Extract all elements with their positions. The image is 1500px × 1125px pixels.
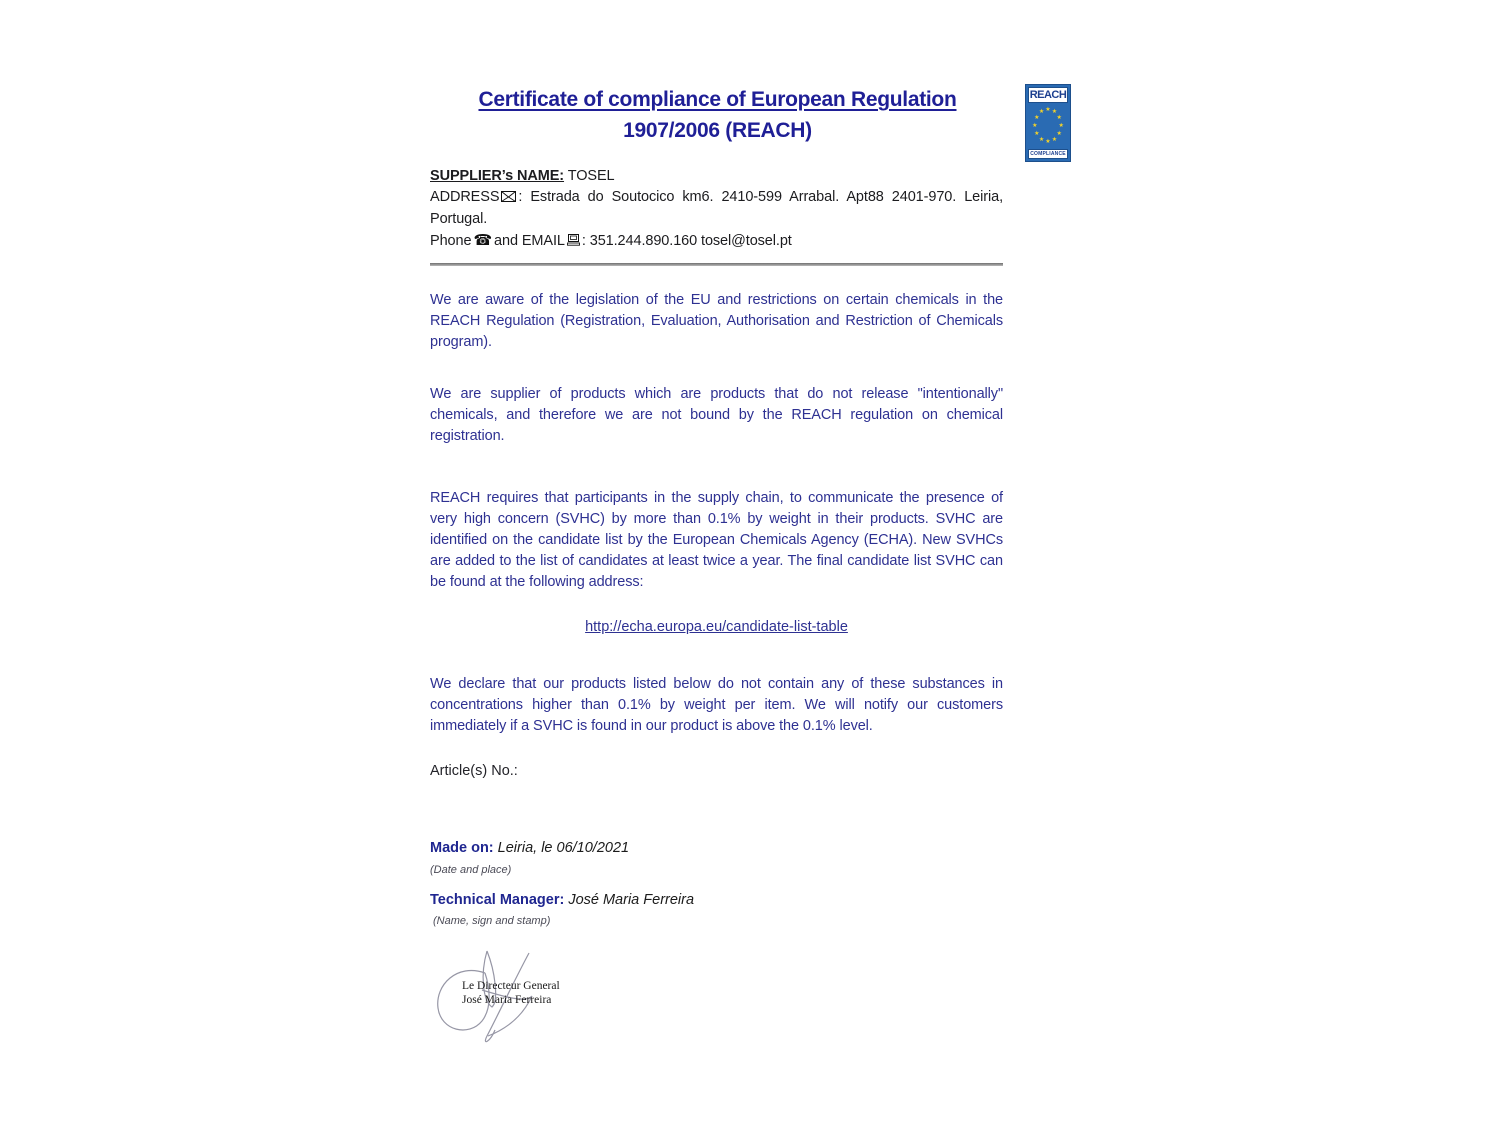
eu-stars-icon [1028,103,1068,149]
eu-star: ★ [1056,114,1062,121]
signature-line2: José Maria Ferreira [462,994,552,1006]
eu-star: ★ [1032,123,1038,129]
eu-star: ★ [1058,123,1064,129]
made-on-value: Leiria, le 06/10/2021 [493,840,630,856]
computer-icon [567,232,580,253]
eu-star: ★ [1051,136,1058,143]
signature-scribble-icon [423,933,603,1083]
articles-no-label: Article(s) No.: [430,763,518,779]
envelope-icon [501,188,516,209]
eu-star: ★ [1038,109,1045,116]
paragraph-declaration: We declare that our products listed below do not contain any of these substances in concentrations higher than 0.1% by weight per item. We will notify our customers immediately if a SVHC is found in our product is above the 0.1% level. [430,676,1003,734]
eu-star: ★ [1038,136,1045,143]
eu-star: ★ [1034,131,1040,138]
signature-area [423,933,603,1083]
reach-logo-label: REACH [1029,89,1067,101]
contact-value: : 351.244.890.160 tosel@tosel.pt [581,233,792,249]
title-line1: Certificate of compliance of European Regulation [478,88,957,111]
made-on-label: Made on: [430,840,494,856]
paragraph-supplier-statement: We are supplier of products which are products that do not release "intentionally" chemicals, and therefore we are not bound by the REACH regulation on chemical registration. [430,386,1003,444]
title-line2: 1907/2006 (REACH) [623,119,812,142]
supplier-block [430,166,1003,253]
eu-star: ★ [1034,114,1040,121]
made-on-line [430,840,629,856]
supplier-address-line [430,187,1003,230]
phone-icon: ☎ [473,231,493,249]
technical-manager-label: Technical Manager: [430,892,565,908]
and-email-label: and EMAIL [494,233,565,249]
signature-line1: Le Directeur General [462,980,560,992]
address-label: ADDRESS [430,189,500,205]
document-title [430,84,1005,146]
eu-star: ★ [1045,139,1051,146]
paragraph-awareness: We are aware of the legislation of the EU and restrictions on certain chemicals in the REACH Regulation (Registration, Evaluation, Authorisation and Restriction of Chemicals program). [430,292,1003,350]
supplier-name-line [430,166,1003,187]
separator-line [430,263,1003,266]
signature-text [462,979,582,1007]
phone-label: Phone [430,233,472,249]
paragraph-reach-requirements: REACH requires that participants in the supply chain, to communicate the presence of very high concern (SVHC) by more than 0.1% by weight in their products. SVHC are identified on the candidate list by the European Chemicals Agency (ECHA). New SVHCs are added to the list of candidates at least twice a year. The final candidate list SVHC can be found at the following address: [430,490,1003,590]
eu-star: ★ [1056,131,1062,138]
supplier-name-value: TOSEL [564,168,615,184]
technical-manager-line [430,892,694,908]
eu-star: ★ [1051,109,1058,116]
supplier-name-label: SUPPLIER’s NAME: [430,168,565,184]
candidate-list-link[interactable]: http://echa.europa.eu/candidate-list-table [585,619,848,635]
name-sign-stamp-caption: (Name, sign and stamp) [433,915,551,927]
technical-manager-value: José Maria Ferreira [564,892,695,908]
address-value: : Estrada do Soutocico km6. 2410-599 Arrabal. Apt88 2401-970. Leiria, Portugal. [430,189,1003,227]
compliance-logo-label: COMPLIANCE [1028,149,1068,159]
eu-star: ★ [1045,106,1051,113]
supplier-contact-line [430,230,1003,253]
date-place-caption: (Date and place) [430,864,512,876]
reach-compliance-logo [1025,84,1071,162]
candidate-list-link-line [430,618,1003,636]
